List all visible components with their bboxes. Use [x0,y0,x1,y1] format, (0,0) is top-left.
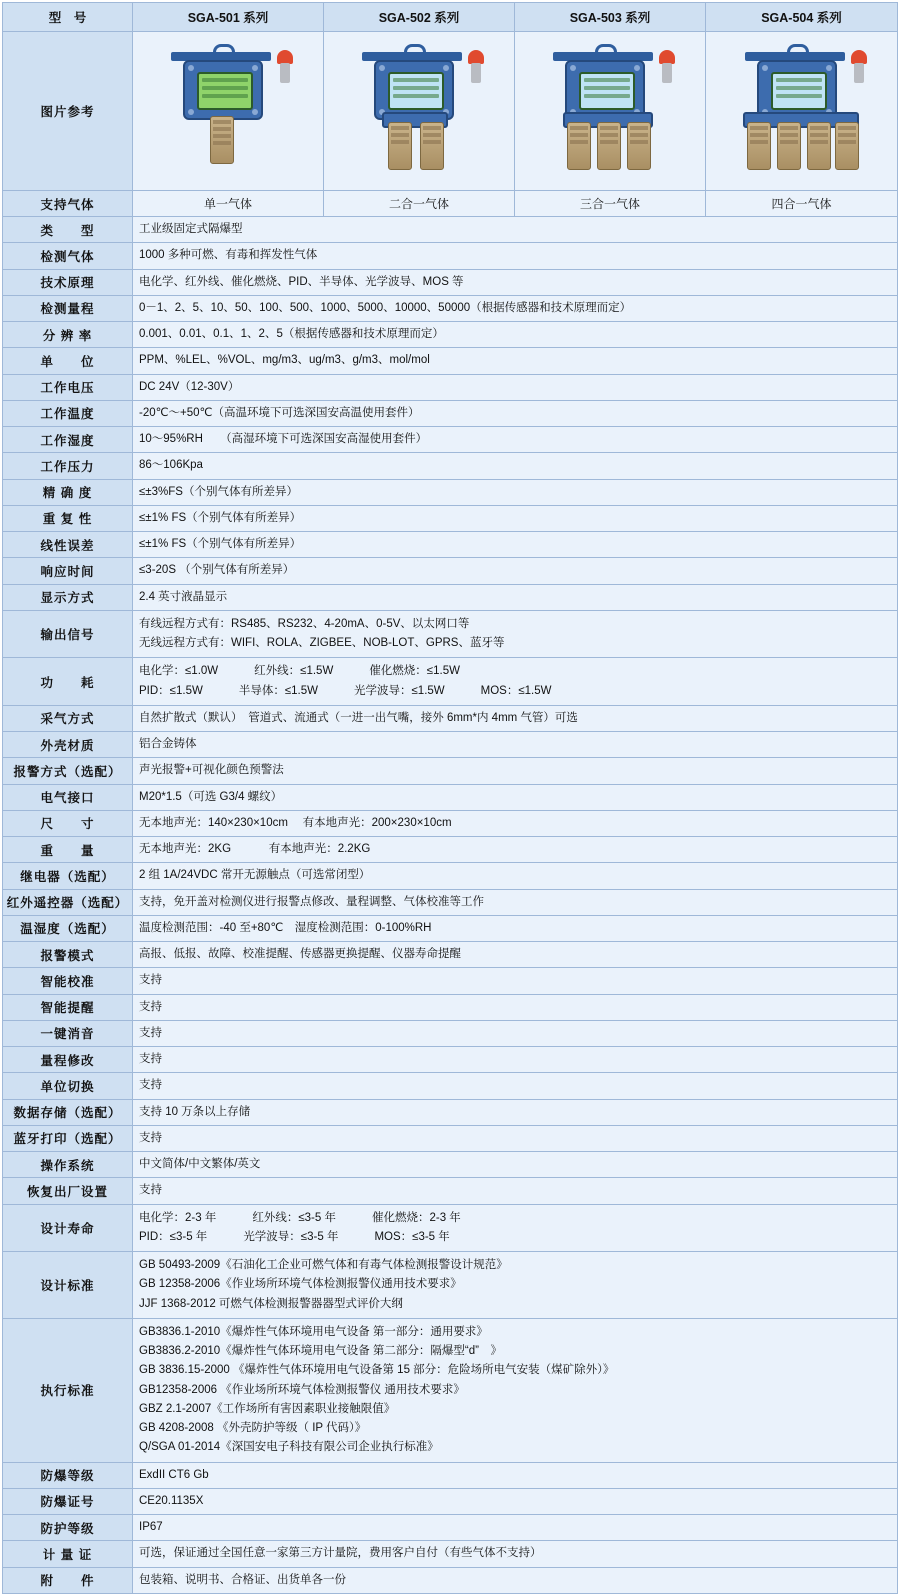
row-label: 红外遥控器（选配） [3,889,133,915]
lifespan-mos: MOS：≤3-5 年 [374,1230,450,1243]
row-label: 类 型 [3,217,133,243]
table-row [3,758,898,784]
lifespan-optical: 光学波导：≤3-5 年 [243,1230,339,1243]
row-value: ≤±3%FS（个别气体有所差异） [133,479,898,505]
row-value: 工业级固定式隔爆型 [133,217,898,243]
row-label: 量程修改 [3,1047,133,1073]
table-row [3,217,898,243]
product-image-504 [706,32,898,191]
row-value: 支持 [133,1073,898,1099]
power-label: 功 耗 [3,658,133,706]
lifespan-line-1 [139,1209,891,1228]
row-label: 显示方式 [3,584,133,610]
power-catalytic: 催化燃烧：≤1.5W [369,665,460,678]
output-signal-value [133,610,898,658]
power-electrochemical: 电化学：≤1.0W [139,665,219,678]
table-row [3,1099,898,1125]
table-row [3,1488,898,1514]
row-label: 精 确 度 [3,479,133,505]
table-row [3,558,898,584]
power-line-1 [139,662,891,681]
row-label: 报警模式 [3,942,133,968]
row-value: PPM、%LEL、%VOL、mg/m3、ug/m3、g/m3、mol/mol [133,348,898,374]
supported-gas-row [3,191,898,217]
lifespan-row [3,1204,898,1252]
table-row [3,348,898,374]
row-value: 1000 多种可燃、有毒和挥发性气体 [133,243,898,269]
lifespan-value [133,1204,898,1252]
output-signal-line-wireless: 无线远程方式有：WIFI、ROLA、ZIGBEE、NOB-LOT、GPRS、蓝牙等 [139,637,505,649]
design-standard-line: JJF 1368-2012 可燃气体检测报警器器型式评价大纲 [139,1297,403,1310]
image-row-label: 图片参考 [3,32,133,191]
model-header-503: SGA-503 系列 [515,3,706,32]
table-row [3,1125,898,1151]
row-label: 响应时间 [3,558,133,584]
lifespan-electrochemical: 电化学：2-3 年 [139,1211,217,1224]
exec-standard-line: GB 3836.15-2000 《爆炸性气体环境用电气设备第 15 部分：危险场所电气安装（煤矿除外）》 [139,1364,615,1377]
exec-standard-row [3,1318,898,1462]
row-label: 检测气体 [3,243,133,269]
row-value: 支持 [133,1125,898,1151]
row-label: 数据存储（选配） [3,1099,133,1125]
exec-standard-line: GB 4208-2008 《外壳防护等级（ IP 代码）》 [139,1422,367,1434]
row-value: 支持 10 万条以上存储 [133,1099,898,1125]
model-header-501: SGA-501 系列 [133,3,324,32]
lifespan-label: 设计寿命 [3,1204,133,1252]
row-value: 支持 [133,1020,898,1046]
row-label: 检测量程 [3,295,133,321]
row-label: 工作湿度 [3,427,133,453]
exec-standard-label: 执行标准 [3,1318,133,1462]
row-label: 采气方式 [3,705,133,731]
table-header-row [3,3,898,32]
lifespan-line-2 [139,1228,891,1247]
output-signal-row [3,610,898,658]
table-row [3,1047,898,1073]
table-row [3,1152,898,1178]
row-value: IP67 [133,1515,898,1541]
row-value: 电化学、红外线、催化燃烧、PID、半导体、光学波导、MOS 等 [133,269,898,295]
exec-standard-line: GB3836.2-2010《爆炸性气体环境用电气设备 第二部分：隔爆型“d” 》 [139,1345,502,1357]
power-line-2 [139,682,891,701]
exec-standard-line: GBZ 2.1-2007《工作场所有害因素职业接触限值》 [139,1402,396,1415]
table-row [3,1462,898,1488]
row-value: 声光报警+可视化颜色预警法 [133,758,898,784]
image-row [3,32,898,191]
row-value: 可选，保证通过全国任意一家第三方计量院，费用客户自付（有些气体不支持） [133,1541,898,1567]
product-image-502 [324,32,515,191]
exec-standard-line: GB3836.1-2010《爆炸性气体环境用电气设备 第一部分：通用要求》 [139,1325,488,1338]
row-label: 计 量 证 [3,1541,133,1567]
row-label: 单 位 [3,348,133,374]
product-image-503 [515,32,706,191]
row-label: 智能校准 [3,968,133,994]
supported-gas-label: 支持气体 [3,191,133,217]
row-label: 继电器（选配） [3,863,133,889]
detector-illustration-503 [525,40,695,180]
table-row [3,374,898,400]
row-label: 操作系统 [3,1152,133,1178]
row-value: 0－1、2、5、10、50、100、500、1000、5000、10000、50000（根据传感器和技术原理而定） [133,295,898,321]
table-row [3,732,898,758]
row-label: 附 件 [3,1567,133,1593]
table-row [3,889,898,915]
row-value: ExdII CT6 Gb [133,1462,898,1488]
row-value: ≤±1% FS（个别气体有所差异） [133,505,898,531]
row-value: -20℃～+50℃（高温环境下可选深国安高温使用套件） [133,400,898,426]
table-row [3,784,898,810]
row-value: 支持，免开盖对检测仪进行报警点修改、量程调整、气体校准等工作 [133,889,898,915]
design-standard-line: GB 12358-2006《作业场所环境气体检测报警仪通用技术要求》 [139,1278,462,1291]
design-standard-value [133,1252,898,1319]
row-value: DC 24V（12-30V） [133,374,898,400]
row-label: 分 辨 率 [3,322,133,348]
row-value: 10～95%RH （高湿环境下可选深国安高湿使用套件） [133,427,898,453]
model-header-label: 型 号 [3,3,133,32]
row-label: 防爆证号 [3,1488,133,1514]
row-value: 2.4 英寸液晶显示 [133,584,898,610]
table-row [3,295,898,321]
output-signal-line-wired: 有线远程方式有：RS485、RS232、4-20mA、0-5V、以太网口等 [139,617,470,630]
design-standard-row [3,1252,898,1319]
row-value: 中文简体/中文繁体/英文 [133,1152,898,1178]
exec-standard-line: GB12358-2006 《作业场所环境气体检测报警仪 通用技术要求》 [139,1383,465,1396]
row-label: 报警方式（选配） [3,758,133,784]
table-row [3,915,898,941]
table-row [3,1020,898,1046]
supported-gas-502: 二合一气体 [324,191,515,217]
table-row [3,243,898,269]
exec-standard-line: Q/SGA 01-2014《深国安电子科技有限公司企业执行标准》 [139,1441,439,1454]
row-value: 自然扩散式（默认） 管道式、流通式（一进一出气嘴，接外 6mm*内 4mm 气管）可选 [133,705,898,731]
row-value: 铝合金铸体 [133,732,898,758]
row-value: CE20.1135X [133,1488,898,1514]
table-row [3,322,898,348]
table-row [3,584,898,610]
power-row [3,658,898,706]
row-label: 电气接口 [3,784,133,810]
supported-gas-501: 单一气体 [133,191,324,217]
row-value: 0.001、0.01、0.1、1、2、5（根据传感器和技术原理而定） [133,322,898,348]
table-row [3,1073,898,1099]
output-signal-label: 输出信号 [3,610,133,658]
lifespan-infrared: 红外线：≤3-5 年 [252,1211,336,1224]
row-value: 2 组 1A/24VDC 常开无源触点（可选常闭型） [133,863,898,889]
supported-gas-503: 三合一气体 [515,191,706,217]
row-value: M20*1.5（可选 G3/4 螺纹） [133,784,898,810]
table-row [3,269,898,295]
row-label: 工作压力 [3,453,133,479]
table-row [3,1515,898,1541]
table-row [3,942,898,968]
row-value: 支持 [133,1047,898,1073]
table-row [3,505,898,531]
row-label: 重 复 性 [3,505,133,531]
row-value: 86～106Kpa [133,453,898,479]
table-row [3,400,898,426]
row-value: 支持 [133,968,898,994]
detector-illustration-504 [717,40,887,180]
power-pid: PID：≤1.5W [139,684,203,697]
table-row [3,994,898,1020]
table-row [3,968,898,994]
row-value: 支持 [133,994,898,1020]
row-label: 工作温度 [3,400,133,426]
table-row [3,1178,898,1204]
supported-gas-504: 四合一气体 [706,191,898,217]
power-infrared: 红外线：≤1.5W [254,665,334,678]
lifespan-pid: PID：≤3-5 年 [139,1230,208,1243]
design-standard-label: 设计标准 [3,1252,133,1319]
product-image-501 [133,32,324,191]
table-row [3,863,898,889]
row-value: 高报、低报、故障、校准提醒、传感器更换提醒、仪器寿命提醒 [133,942,898,968]
design-standard-line: GB 50493-2009《石油化工企业可燃气体和有毒气体检测报警设计规范》 [139,1259,508,1271]
specification-table [2,2,898,1594]
table-row [3,1567,898,1593]
table-row [3,427,898,453]
table-row [3,453,898,479]
row-label: 温湿度（选配） [3,915,133,941]
table-row [3,837,898,863]
table-row [3,532,898,558]
table-row [3,479,898,505]
row-value: ≤3-20S （个别气体有所差异） [133,558,898,584]
detector-illustration-502 [334,40,504,180]
row-label: 尺 寸 [3,810,133,836]
row-label: 单位切换 [3,1073,133,1099]
row-label: 技术原理 [3,269,133,295]
power-mos: MOS：≤1.5W [480,684,552,697]
row-value: ≤±1% FS（个别气体有所差异） [133,532,898,558]
row-value: 包装箱、说明书、合格证、出货单各一份 [133,1567,898,1593]
row-label: 重 量 [3,837,133,863]
power-semiconductor: 半导体：≤1.5W [238,684,318,697]
detector-illustration-501 [143,40,313,180]
row-label: 外壳材质 [3,732,133,758]
exec-standard-value [133,1318,898,1462]
row-label: 线性误差 [3,532,133,558]
table-row [3,705,898,731]
table-row [3,1541,898,1567]
row-label: 智能提醒 [3,994,133,1020]
row-value: 无本地声光：140×230×10cm 有本地声光：200×230×10cm [133,810,898,836]
power-optical: 光学波导：≤1.5W [353,684,445,697]
row-label: 恢复出厂设置 [3,1178,133,1204]
table-row [3,810,898,836]
model-header-502: SGA-502 系列 [324,3,515,32]
row-value: 无本地声光：2KG 有本地声光：2.2KG [133,837,898,863]
row-label: 防爆等级 [3,1462,133,1488]
row-value: 温度检测范围：-40 至+80℃ 湿度检测范围：0-100%RH [133,915,898,941]
row-label: 一键消音 [3,1020,133,1046]
power-value [133,658,898,706]
row-value: 支持 [133,1178,898,1204]
row-label: 蓝牙打印（选配） [3,1125,133,1151]
model-header-504: SGA-504 系列 [706,3,898,32]
row-label: 工作电压 [3,374,133,400]
row-label: 防护等级 [3,1515,133,1541]
lifespan-catalytic: 催化燃烧：2-3 年 [371,1211,461,1224]
